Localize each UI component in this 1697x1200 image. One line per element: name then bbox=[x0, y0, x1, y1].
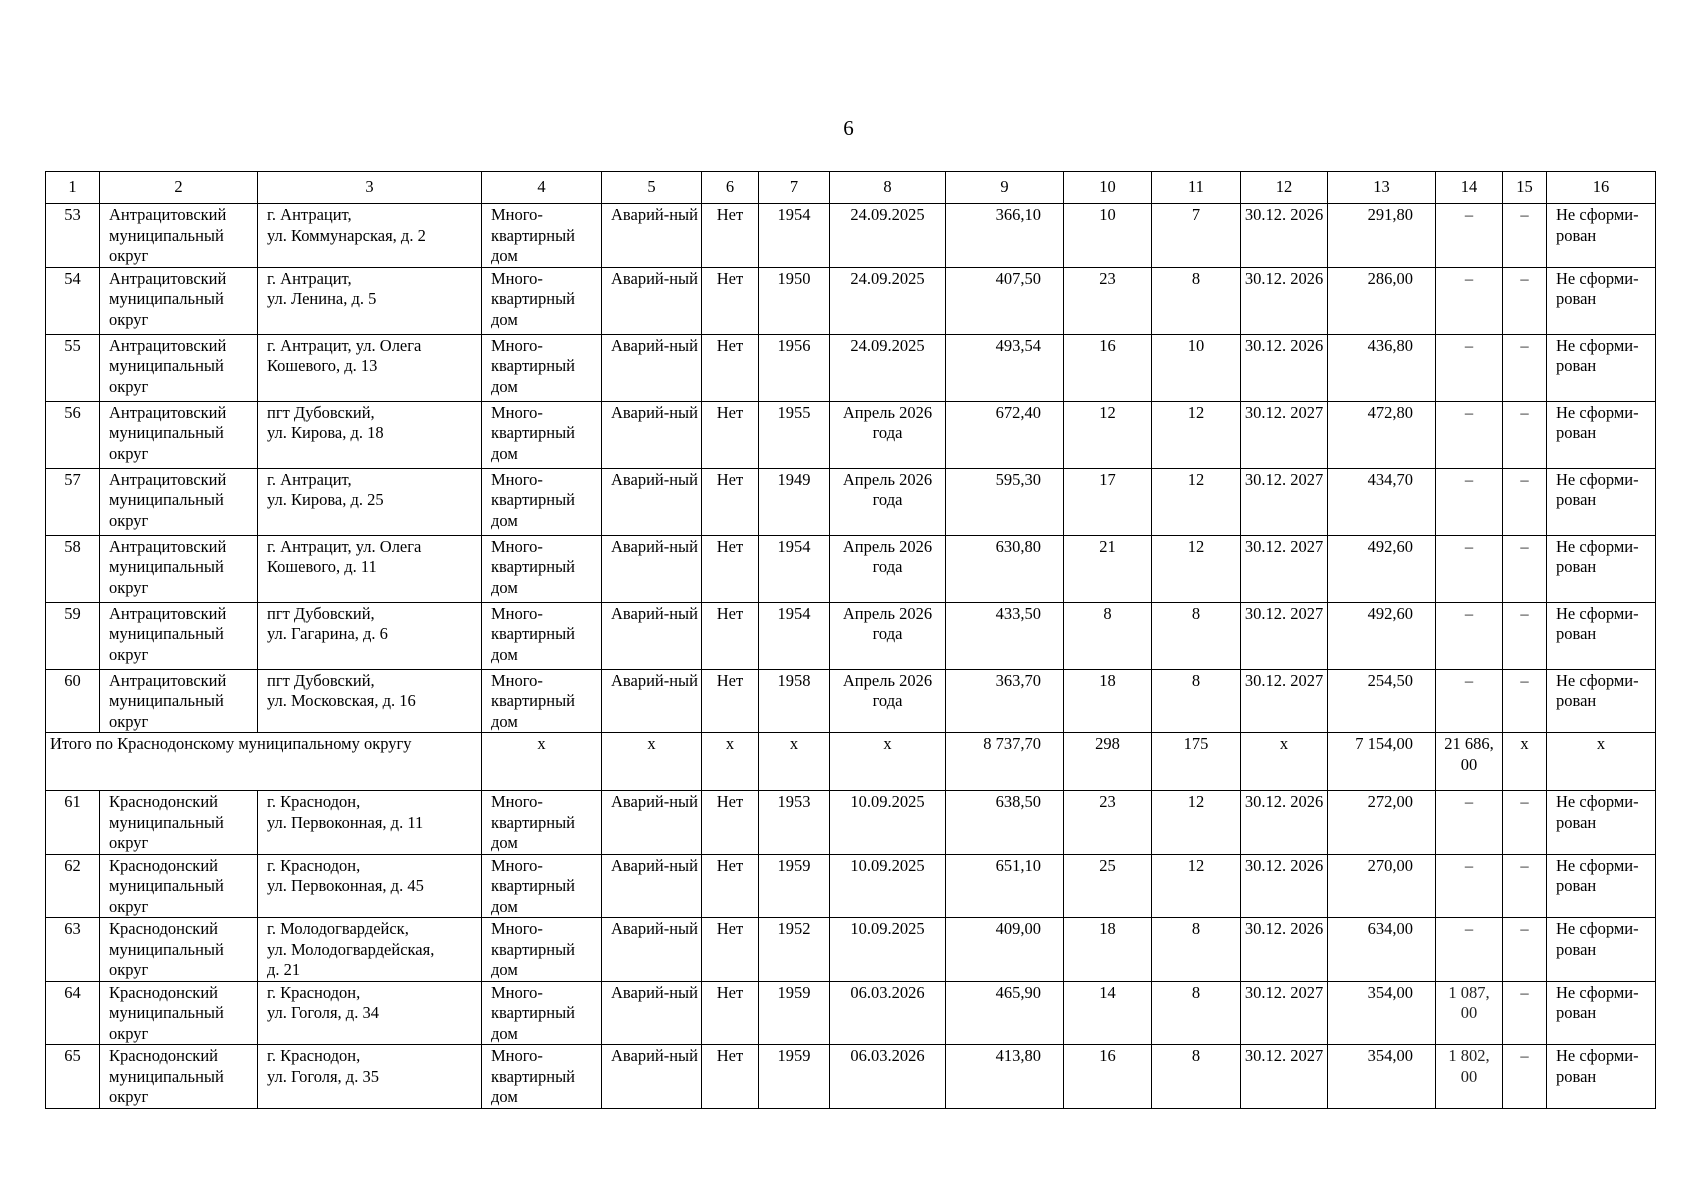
col10-cell: 21 bbox=[1064, 535, 1152, 602]
col16-cell: Не сформи-рован bbox=[1547, 602, 1656, 669]
col12-cell: 30.12. 2026 bbox=[1241, 854, 1328, 918]
col14-cell: – bbox=[1436, 854, 1503, 918]
address-cell bbox=[258, 981, 482, 1045]
col6-cell: Нет bbox=[702, 854, 759, 918]
col14-cell: – bbox=[1436, 267, 1503, 334]
date-cell: 24.09.2025 bbox=[830, 267, 946, 334]
year-cell: 1955 bbox=[759, 401, 830, 468]
column-header: 5 bbox=[602, 172, 702, 204]
year-cell: 1954 bbox=[759, 602, 830, 669]
row-number: 59 bbox=[46, 602, 100, 669]
date-cell: 10.09.2025 bbox=[830, 854, 946, 918]
state-cell: Аварий-ный bbox=[602, 918, 702, 982]
address-cell-line: пгт Дубовский, bbox=[267, 670, 375, 690]
building-type-cell: Много-квартирный дом bbox=[482, 334, 602, 401]
address-cell bbox=[258, 1045, 482, 1109]
col11-cell: 8 bbox=[1152, 981, 1241, 1045]
row-number: 62 bbox=[46, 854, 100, 918]
col6-cell: Нет bbox=[702, 334, 759, 401]
date-cell: Апрель 2026 года bbox=[830, 401, 946, 468]
col10-cell: 14 bbox=[1064, 981, 1152, 1045]
address-cell bbox=[258, 535, 482, 602]
address-cell-line: ул. Гагарина, д. 6 bbox=[267, 624, 388, 643]
col16-cell: Не сформи-рован bbox=[1547, 468, 1656, 535]
address-cell bbox=[258, 468, 482, 535]
address-cell-line: ул. Гоголя, д. 35 bbox=[267, 1066, 379, 1086]
area-cell: 595,30 bbox=[946, 468, 1064, 535]
table-row bbox=[46, 334, 1656, 401]
total-col14: 21 686, 00 bbox=[1436, 733, 1503, 791]
year-cell: 1954 bbox=[759, 204, 830, 268]
address-cell bbox=[258, 602, 482, 669]
col6-cell: Нет bbox=[702, 791, 759, 855]
date-cell: 10.09.2025 bbox=[830, 918, 946, 982]
building-type-cell: Много-квартирный дом bbox=[482, 401, 602, 468]
col13-cell: 291,80 bbox=[1328, 204, 1436, 268]
total-x-cell: х bbox=[1241, 733, 1328, 791]
address-cell-line: ул. Гоголя, д. 34 bbox=[267, 1003, 379, 1022]
row-number: 63 bbox=[46, 918, 100, 982]
col10-cell: 16 bbox=[1064, 334, 1152, 401]
col11-cell: 7 bbox=[1152, 204, 1241, 268]
page-number: 6 bbox=[843, 116, 854, 140]
row-number: 60 bbox=[46, 669, 100, 733]
col13-cell: 254,50 bbox=[1328, 669, 1436, 733]
table-row bbox=[46, 1045, 1656, 1109]
col12-cell: 30.12. 2027 bbox=[1241, 669, 1328, 733]
row-number: 64 bbox=[46, 981, 100, 1045]
col12-cell: 30.12. 2027 bbox=[1241, 602, 1328, 669]
okrug-cell: Краснодонский муниципальный округ bbox=[100, 1045, 258, 1109]
date-cell: 06.03.2026 bbox=[830, 981, 946, 1045]
col13-cell: 436,80 bbox=[1328, 334, 1436, 401]
col14-cell: – bbox=[1436, 204, 1503, 268]
address-cell-line: г. Краснодон, bbox=[267, 855, 361, 875]
okrug-cell: Краснодонский муниципальный округ bbox=[100, 854, 258, 918]
year-cell: 1953 bbox=[759, 791, 830, 855]
total-x-cell: х bbox=[482, 733, 602, 791]
date-cell: Апрель 2026 года bbox=[830, 535, 946, 602]
col10-cell: 25 bbox=[1064, 854, 1152, 918]
col14-cell: – bbox=[1436, 535, 1503, 602]
address-cell bbox=[258, 334, 482, 401]
area-cell: 366,10 bbox=[946, 204, 1064, 268]
year-cell: 1949 bbox=[759, 468, 830, 535]
col15-cell: – bbox=[1503, 1045, 1547, 1109]
okrug-cell: Антрацитовский муниципальный округ bbox=[100, 267, 258, 334]
date-cell: 06.03.2026 bbox=[830, 1045, 946, 1109]
address-cell-line: ул. Молодогвардейская, bbox=[267, 939, 435, 959]
okrug-cell: Краснодонский муниципальный округ bbox=[100, 918, 258, 982]
state-cell: Аварий-ный bbox=[602, 535, 702, 602]
address-cell-line: ул. Первоконная, д. 11 bbox=[267, 812, 424, 832]
state-cell: Аварий-ный bbox=[602, 401, 702, 468]
col11-cell: 12 bbox=[1152, 401, 1241, 468]
total-col10: 298 bbox=[1064, 733, 1152, 791]
col6-cell: Нет bbox=[702, 401, 759, 468]
col15-cell: – bbox=[1503, 267, 1547, 334]
col13-cell: 472,80 bbox=[1328, 401, 1436, 468]
column-header: 12 bbox=[1241, 172, 1328, 204]
col12-cell: 30.12. 2026 bbox=[1241, 918, 1328, 982]
col10-cell: 18 bbox=[1064, 918, 1152, 982]
col10-cell: 8 bbox=[1064, 602, 1152, 669]
col11-cell: 8 bbox=[1152, 602, 1241, 669]
address-cell-line: г. Краснодон, bbox=[267, 1046, 361, 1065]
address-cell bbox=[258, 669, 482, 733]
state-cell: Аварий-ный bbox=[602, 854, 702, 918]
address-cell-line: д. 21 bbox=[267, 960, 301, 979]
column-header: 10 bbox=[1064, 172, 1152, 204]
okrug-cell: Антрацитовский муниципальный округ bbox=[100, 401, 258, 468]
col15-cell: – bbox=[1503, 981, 1547, 1045]
table-row bbox=[46, 468, 1656, 535]
table-row bbox=[46, 918, 1656, 982]
total-x-cell: х bbox=[1503, 733, 1547, 791]
col10-cell: 17 bbox=[1064, 468, 1152, 535]
col6-cell: Нет bbox=[702, 204, 759, 268]
building-type-cell: Много-квартирный дом bbox=[482, 854, 602, 918]
col16-cell: Не сформи-рован bbox=[1547, 267, 1656, 334]
col14-cell: 1 087, 00 bbox=[1436, 981, 1503, 1045]
col12-cell: 30.12. 2026 bbox=[1241, 334, 1328, 401]
col16-cell: Не сформи-рован bbox=[1547, 401, 1656, 468]
total-col13: 7 154,00 bbox=[1328, 733, 1436, 791]
col15-cell: – bbox=[1503, 854, 1547, 918]
column-header: 14 bbox=[1436, 172, 1503, 204]
address-cell bbox=[258, 401, 482, 468]
col16-cell: Не сформи-рован bbox=[1547, 918, 1656, 982]
area-cell: 363,70 bbox=[946, 669, 1064, 733]
col16-cell: Не сформи-рован bbox=[1547, 1045, 1656, 1109]
column-header: 7 bbox=[759, 172, 830, 204]
area-cell: 433,50 bbox=[946, 602, 1064, 669]
col11-cell: 12 bbox=[1152, 535, 1241, 602]
col14-cell: – bbox=[1436, 602, 1503, 669]
col10-cell: 10 bbox=[1064, 204, 1152, 268]
address-cell bbox=[258, 791, 482, 855]
col10-cell: 18 bbox=[1064, 669, 1152, 733]
row-number: 58 bbox=[46, 535, 100, 602]
total-col11: 175 bbox=[1152, 733, 1241, 791]
col14-cell: – bbox=[1436, 468, 1503, 535]
col15-cell: – bbox=[1503, 468, 1547, 535]
col13-cell: 272,00 bbox=[1328, 791, 1436, 855]
state-cell: Аварий-ный bbox=[602, 602, 702, 669]
col16-cell: Не сформи-рован bbox=[1547, 854, 1656, 918]
date-cell: Апрель 2026 года bbox=[830, 669, 946, 733]
table-row bbox=[46, 791, 1656, 855]
building-type-cell: Много-квартирный дом bbox=[482, 1045, 602, 1109]
address-cell-line: ул. Первоконная, д. 45 bbox=[267, 876, 424, 895]
building-type-cell: Много-квартирный дом bbox=[482, 535, 602, 602]
total-x-cell: х bbox=[702, 733, 759, 791]
address-cell bbox=[258, 854, 482, 918]
col12-cell: 30.12. 2027 bbox=[1241, 401, 1328, 468]
okrug-cell: Антрацитовский муниципальный округ bbox=[100, 204, 258, 268]
row-number: 56 bbox=[46, 401, 100, 468]
housing-table bbox=[45, 171, 1656, 1109]
okrug-cell: Краснодонский муниципальный округ bbox=[100, 791, 258, 855]
total-area: 8 737,70 bbox=[946, 733, 1064, 791]
col15-cell: – bbox=[1503, 791, 1547, 855]
col15-cell: – bbox=[1503, 334, 1547, 401]
col15-cell: – bbox=[1503, 204, 1547, 268]
col6-cell: Нет bbox=[702, 468, 759, 535]
date-cell: 24.09.2025 bbox=[830, 334, 946, 401]
state-cell: Аварий-ный bbox=[602, 1045, 702, 1109]
building-type-cell: Много-квартирный дом bbox=[482, 981, 602, 1045]
column-header: 13 bbox=[1328, 172, 1436, 204]
table-row bbox=[46, 401, 1656, 468]
total-label: Итого по Краснодонскому муниципальному округу bbox=[46, 733, 482, 791]
col16-cell: Не сформи-рован bbox=[1547, 535, 1656, 602]
col15-cell: – bbox=[1503, 918, 1547, 982]
col16-cell: Не сформи-рован bbox=[1547, 334, 1656, 401]
state-cell: Аварий-ный bbox=[602, 981, 702, 1045]
row-number: 65 bbox=[46, 1045, 100, 1109]
col10-cell: 23 bbox=[1064, 791, 1152, 855]
col6-cell: Нет bbox=[702, 918, 759, 982]
building-type-cell: Много-квартирный дом bbox=[482, 918, 602, 982]
address-cell-line: г. Краснодон, bbox=[267, 982, 361, 1002]
building-type-cell: Много-квартирный дом bbox=[482, 204, 602, 268]
row-number: 54 bbox=[46, 267, 100, 334]
column-header: 1 bbox=[46, 172, 100, 204]
year-cell: 1959 bbox=[759, 981, 830, 1045]
area-cell: 413,80 bbox=[946, 1045, 1064, 1109]
col11-cell: 8 bbox=[1152, 669, 1241, 733]
address-cell-line: Кошевого, д. 11 bbox=[267, 557, 377, 576]
column-header: 2 bbox=[100, 172, 258, 204]
area-cell: 651,10 bbox=[946, 854, 1064, 918]
col11-cell: 12 bbox=[1152, 854, 1241, 918]
address-cell-line: пгт Дубовский, bbox=[267, 402, 375, 422]
year-cell: 1956 bbox=[759, 334, 830, 401]
table-row bbox=[46, 854, 1656, 918]
area-cell: 407,50 bbox=[946, 267, 1064, 334]
okrug-cell: Антрацитовский муниципальный округ bbox=[100, 468, 258, 535]
okrug-cell: Антрацитовский муниципальный округ bbox=[100, 535, 258, 602]
building-type-cell: Много-квартирный дом bbox=[482, 267, 602, 334]
col6-cell: Нет bbox=[702, 669, 759, 733]
table-row bbox=[46, 204, 1656, 268]
col14-cell: 1 802, 00 bbox=[1436, 1045, 1503, 1109]
col11-cell: 12 bbox=[1152, 468, 1241, 535]
address-cell-line: Кошевого, д. 13 bbox=[267, 356, 378, 375]
col6-cell: Нет bbox=[702, 535, 759, 602]
column-header: 11 bbox=[1152, 172, 1241, 204]
column-header: 6 bbox=[702, 172, 759, 204]
building-type-cell: Много-квартирный дом bbox=[482, 468, 602, 535]
col12-cell: 30.12. 2026 bbox=[1241, 267, 1328, 334]
okrug-cell: Краснодонский муниципальный округ bbox=[100, 981, 258, 1045]
row-number: 55 bbox=[46, 334, 100, 401]
address-cell-line: г. Краснодон, bbox=[267, 792, 361, 811]
col15-cell: – bbox=[1503, 669, 1547, 733]
row-number: 53 bbox=[46, 204, 100, 268]
year-cell: 1958 bbox=[759, 669, 830, 733]
col12-cell: 30.12. 2026 bbox=[1241, 791, 1328, 855]
col11-cell: 8 bbox=[1152, 918, 1241, 982]
year-cell: 1950 bbox=[759, 267, 830, 334]
column-header: 4 bbox=[482, 172, 602, 204]
year-cell: 1959 bbox=[759, 854, 830, 918]
table-row bbox=[46, 267, 1656, 334]
col6-cell: Нет bbox=[702, 981, 759, 1045]
col13-cell: 354,00 bbox=[1328, 981, 1436, 1045]
total-x-cell: х bbox=[602, 733, 702, 791]
col12-cell: 30.12. 2027 bbox=[1241, 981, 1328, 1045]
col13-cell: 286,00 bbox=[1328, 267, 1436, 334]
building-type-cell: Много-квартирный дом bbox=[482, 602, 602, 669]
col6-cell: Нет bbox=[702, 267, 759, 334]
address-cell-line: ул. Кирова, д. 18 bbox=[267, 423, 384, 442]
col6-cell: Нет bbox=[702, 602, 759, 669]
col6-cell: Нет bbox=[702, 1045, 759, 1109]
col16-cell: Не сформи-рован bbox=[1547, 791, 1656, 855]
state-cell: Аварий-ный bbox=[602, 669, 702, 733]
header-row bbox=[46, 172, 1656, 204]
column-header: 16 bbox=[1547, 172, 1656, 204]
address-cell-line: ул. Кирова, д. 25 bbox=[267, 490, 384, 509]
address-cell-line: г. Антрацит, bbox=[267, 268, 352, 288]
column-header: 9 bbox=[946, 172, 1064, 204]
col13-cell: 634,00 bbox=[1328, 918, 1436, 982]
area-cell: 638,50 bbox=[946, 791, 1064, 855]
date-cell: 24.09.2025 bbox=[830, 204, 946, 268]
col12-cell: 30.12. 2027 bbox=[1241, 468, 1328, 535]
total-x-cell: х bbox=[830, 733, 946, 791]
col14-cell: – bbox=[1436, 791, 1503, 855]
col12-cell: 30.12. 2027 bbox=[1241, 535, 1328, 602]
address-cell-line: г. Антрацит, ул. Олега bbox=[267, 335, 422, 355]
area-cell: 465,90 bbox=[946, 981, 1064, 1045]
address-cell-line: г. Антрацит, bbox=[267, 205, 352, 224]
col16-cell: Не сформи-рован bbox=[1547, 204, 1656, 268]
address-cell-line: г. Молодогвардейск, bbox=[267, 919, 409, 938]
area-cell: 672,40 bbox=[946, 401, 1064, 468]
col12-cell: 30.12. 2026 bbox=[1241, 204, 1328, 268]
state-cell: Аварий-ный bbox=[602, 468, 702, 535]
state-cell: Аварий-ный bbox=[602, 267, 702, 334]
col12-cell: 30.12. 2027 bbox=[1241, 1045, 1328, 1109]
col11-cell: 8 bbox=[1152, 1045, 1241, 1109]
col15-cell: – bbox=[1503, 602, 1547, 669]
year-cell: 1952 bbox=[759, 918, 830, 982]
col14-cell: – bbox=[1436, 401, 1503, 468]
column-header: 3 bbox=[258, 172, 482, 204]
col14-cell: – bbox=[1436, 334, 1503, 401]
col13-cell: 270,00 bbox=[1328, 854, 1436, 918]
col14-cell: – bbox=[1436, 918, 1503, 982]
address-cell-line: г. Антрацит, ул. Олега bbox=[267, 536, 422, 556]
row-number: 61 bbox=[46, 791, 100, 855]
table-row bbox=[46, 535, 1656, 602]
address-cell bbox=[258, 267, 482, 334]
date-cell: Апрель 2026 года bbox=[830, 468, 946, 535]
table-row bbox=[46, 602, 1656, 669]
building-type-cell: Много-квартирный дом bbox=[482, 791, 602, 855]
state-cell: Аварий-ный bbox=[602, 204, 702, 268]
table-row bbox=[46, 669, 1656, 733]
area-cell: 409,00 bbox=[946, 918, 1064, 982]
state-cell: Аварий-ный bbox=[602, 334, 702, 401]
okrug-cell: Антрацитовский муниципальный округ bbox=[100, 669, 258, 733]
date-cell: Апрель 2026 года bbox=[830, 602, 946, 669]
okrug-cell: Антрацитовский муниципальный округ bbox=[100, 334, 258, 401]
col13-cell: 492,60 bbox=[1328, 602, 1436, 669]
total-x-cell: х bbox=[1547, 733, 1656, 791]
col15-cell: – bbox=[1503, 535, 1547, 602]
state-cell: Аварий-ный bbox=[602, 791, 702, 855]
col11-cell: 12 bbox=[1152, 791, 1241, 855]
okrug-cell: Антрацитовский муниципальный округ bbox=[100, 602, 258, 669]
address-cell bbox=[258, 918, 482, 982]
area-cell: 493,54 bbox=[946, 334, 1064, 401]
total-row bbox=[46, 733, 1656, 791]
col13-cell: 492,60 bbox=[1328, 535, 1436, 602]
address-cell-line: ул. Коммунарская, д. 2 bbox=[267, 225, 426, 245]
column-header: 15 bbox=[1503, 172, 1547, 204]
address-cell-line: пгт Дубовский, bbox=[267, 603, 375, 623]
address-cell-line: ул. Ленина, д. 5 bbox=[267, 289, 377, 308]
column-header: 8 bbox=[830, 172, 946, 204]
year-cell: 1954 bbox=[759, 535, 830, 602]
col10-cell: 23 bbox=[1064, 267, 1152, 334]
address-cell bbox=[258, 204, 482, 268]
col16-cell: Не сформи-рован bbox=[1547, 669, 1656, 733]
col11-cell: 10 bbox=[1152, 334, 1241, 401]
col16-cell: Не сформи-рован bbox=[1547, 981, 1656, 1045]
col10-cell: 16 bbox=[1064, 1045, 1152, 1109]
row-number: 57 bbox=[46, 468, 100, 535]
table-row bbox=[46, 981, 1656, 1045]
building-type-cell: Много-квартирный дом bbox=[482, 669, 602, 733]
year-cell: 1959 bbox=[759, 1045, 830, 1109]
col15-cell: – bbox=[1503, 401, 1547, 468]
date-cell: 10.09.2025 bbox=[830, 791, 946, 855]
col11-cell: 8 bbox=[1152, 267, 1241, 334]
total-x-cell: х bbox=[759, 733, 830, 791]
col14-cell: – bbox=[1436, 669, 1503, 733]
address-cell-line: ул. Московская, д. 16 bbox=[267, 691, 416, 710]
col13-cell: 354,00 bbox=[1328, 1045, 1436, 1109]
address-cell-line: г. Антрацит, bbox=[267, 469, 352, 489]
col13-cell: 434,70 bbox=[1328, 468, 1436, 535]
area-cell: 630,80 bbox=[946, 535, 1064, 602]
col10-cell: 12 bbox=[1064, 401, 1152, 468]
